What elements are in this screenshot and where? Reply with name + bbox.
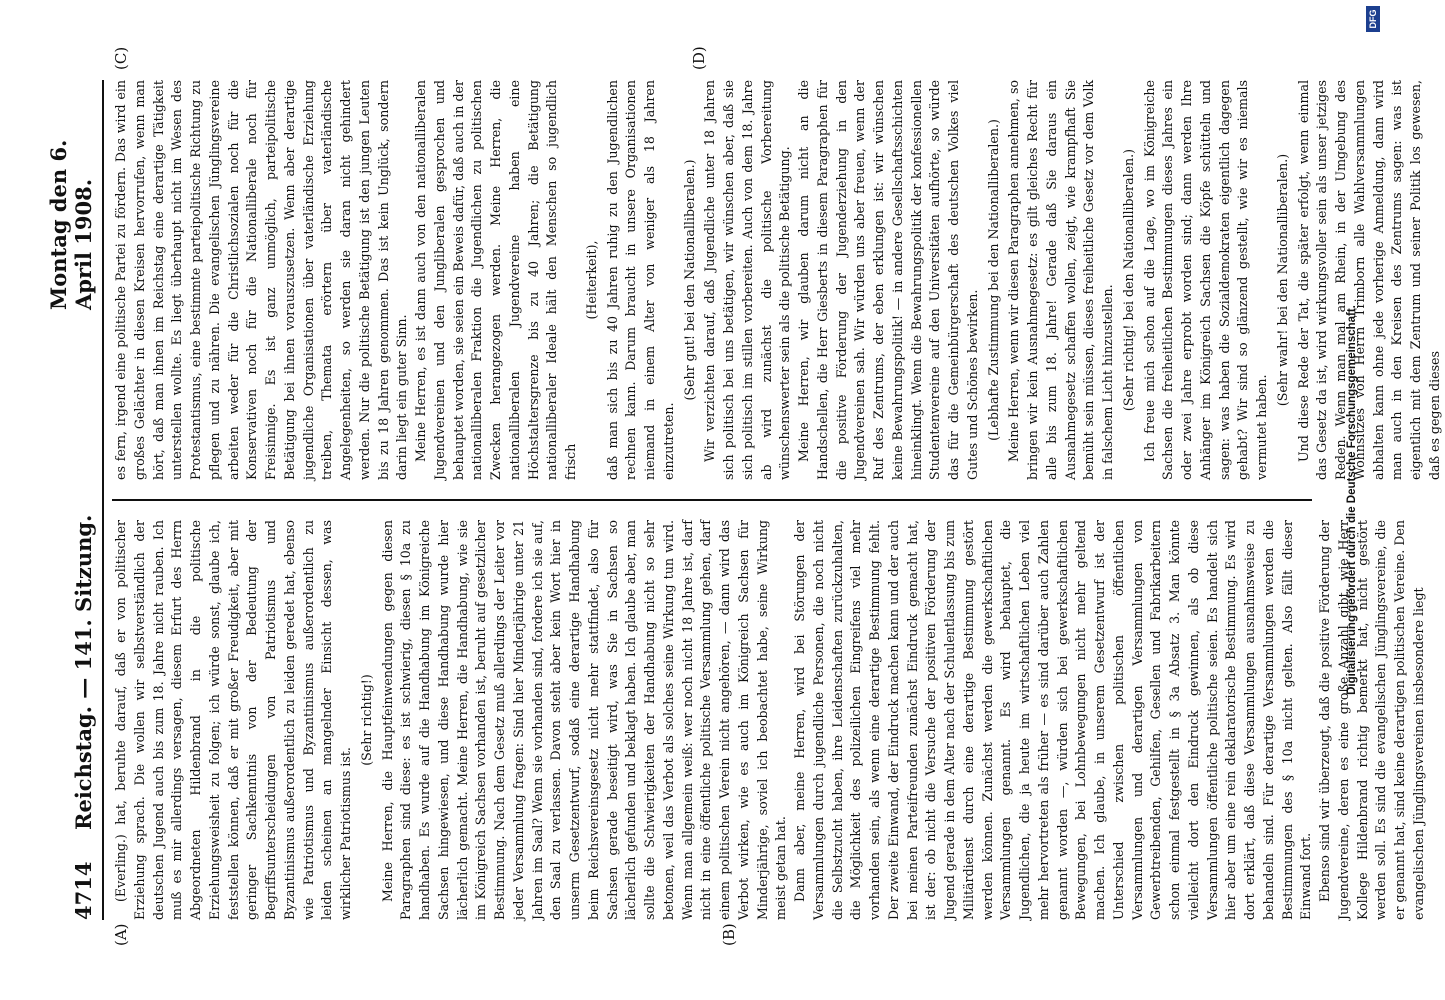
interjection: (Heiterkeit),	[583, 240, 599, 320]
margin-marker-b: (B)	[720, 923, 738, 946]
interjection: (Sehr richtig! bei den Nationalliberalen.)	[1120, 148, 1136, 412]
left-text-column	[112, 520, 1426, 920]
interjection: (Lebhafte Zustimmung bei den Nationalliberalen.)	[985, 119, 1001, 441]
paragraph: Meine Herren, wir glauben darum nicht an die Handschellen, die Herr Giesberts in diesem Paragraphen für die positive Förderung der Jugenderziehung in den Jugendvereinen sah. Wir würden uns aber freuen, wenn der Ruf des Zentrums, der eben erklungen ist: wir wünschen keine Bewahrungspolitik! — in andere Gesellschaftsschichten hineinklingt. Wenn die Bewahrungspolitik der konfessionellen Studentenvereine auf den Universitäten aufhörte, so würde das für die Gemeinbürgerschaft des deutschen Volkes viel Gutes und Schönes bewirken.	[796, 80, 980, 480]
paragraph: es fern, irgend eine politische Partei zu fördern. Das wird ein großes Gelächter in diesen Kreisen hervorrufen, wenn man hört, daß man ihnen im Reichstag eine derartige Tätigkeit unterstellen wollte. Es liegt überhaupt nicht im Wesen des Protestantismus, eine bestimmte parteipolitische Richtung zu pflegen und zu nähren. Die evangelischen Jünglingsvereine arbeiten weder für die Christlichsozialen noch für die Konservativen noch für die Nationalliberale noch für Freisinnige. Es ist ganz unmöglich, parteipolitische Betätigung bei ihnen vorauszusetzen. Wenn aber derartige jugendliche Organisationen über vaterländische Erziehung treiben, Themata erörtern über vaterländische Angelegenheiten, so werden sie daran nicht gehindert werden. Nur die politische Betätigung ist den jungen Leuten bis zu 18 Jahren genommen. Das ist kein Unglück, sondern darin liegt ein guter Sinn.	[113, 80, 410, 480]
margin-marker-d: (D)	[690, 46, 708, 70]
paragraph: Und diese Rede der Tat, die später erfolgt, wenn einmal das Gesetz da ist, wird wirkungsvoller sein als unser jetziges Reden. Wenn man mal am Rhein, in der Umgebung des Wohnsitzes von Herrn Trimborn alle Wahlversammlungen abhalten kann ohne jede vorherige Anmeldung, dann wird man auch in den Kreisen des Zentrums sagen: was ist eigentlich mit dem Zentrum und seiner Politik los gewesen, daß es gegen dieses	[1295, 80, 1442, 480]
interjection: (Sehr wahr! bei den Nationalliberalen.)	[1274, 153, 1290, 407]
interjection: (Sehr gut! bei den Nationalliberalen.)	[681, 159, 697, 401]
header-left-title: Reichstag. — 141. Sitzung.	[71, 514, 96, 830]
margin-marker-a: (A)	[112, 923, 130, 946]
interjection: (Sehr richtig!)	[358, 674, 374, 766]
paragraph: Dann aber, meine Herren, wird bei Störungen der Versammlungen durch jugendliche Personen, die noch nicht die Selbstzucht haben, ihre Leidenschaften zurückzuhalten, die Möglichkeit des polizeilichen Eingreifens viel mehr vorhanden sein, als wenn eine derartige Bestimmung fehlt. Der zweite Einwand, der Eindruck machen kann und der auch bei meinen Parteifreunden zunächst Eindruck gemacht hat, ist der: ob nicht die Versuche der positiven Förderung der Jugend gerade in dem Alter nach der Schulentlassung bis zum Militärdienst durch eine derartige Bestimmung gestört werden können. Zunächst werden die gewerkschaftlichen Versammlungen genannt. Es wird behauptet, die Jugendlichen, die ja heute im wirtschaftlichen Leben viel mehr hervortreten als früher — es sind darüber auch Zahlen genannt worden —, würden sich bei gewerkschaftlichen Bewegungen, bei Lohnbewegungen nicht mehr geltend machen. Ich glaube, in unserem Gesetzentwurf ist der Unterschied zwischen politischen öffentlichen Versammlungen und derartigen Versammlungen von Gewerbtreibenden, Gehilfen, Gesellen und Fabrikarbeitern schon einmal festgestellt in § 3a Absatz 3. Man könnte vielleicht dort den Eindruck gewinnen, als ob diese Versammlungen öffentliche politische seien. Es handelt sich hier aber um eine rein deklaratorische Bestimmung. Es wird dort erklärt, daß diese Versammlungen ausnahmsweise zu behandeln sind. Für derartige Versammlungen werden die Bestimmungen des § 10a nicht gelten. Also fällt dieser Einwand fort.	[792, 520, 1314, 920]
digitization-credit: Digitalisierung gefördert durch die Deutsche Forschungsgemeinschaft.	[1346, 305, 1358, 695]
page-header	[46, 80, 104, 920]
right-text-column	[112, 80, 1442, 480]
paragraph: Meine Herren, wenn wir diesen Paragraphen annehmen, so bringen wir kein Ausnahmegesetz: es gilt gleiches Recht für alle bis zum 18. Jahre! Gerade daß Sie daraus ein Ausnahmegesetz schaffen wollen, zeigt, wie krampfhaft Sie bemüht sein müssen, dieses freiheitliche Gesetz vor dem Volk in falschem Licht hinzustellen.	[1006, 80, 1115, 480]
paragraph: Meine Herren, die Hauptfeinwendungen gegen diesen Paragraphen sind diese: es ist schwierig, diesen § 10a zu handhaben. Es wurde auf die Handhabung im Königreiche Sachsen hingewiesen, und diese Handhabung wurde hier lächerlich gemacht. Meine Herren, die Handhabung, wie sie im Königreich Sachsen vorhanden ist, beruht auf gesetzlicher Bestimmung. Nach dem Gesetz muß allerdings der Leiter vor jeder Versammlung fragen: Sind hier Minderjährige unter 21 Jahren im Saal? Wenn sie vorhanden sind, fordere ich sie auf, den Saal zu verlassen. Davon steht aber kein Wort hier in unserm Gesetzentwurf, sodaß eine derartige Handhabung beim Reichsvereinsgesetz nicht mehr stattfindet, also für Sachsen gerade beseitigt wird, was Sie in Sachsen so lächerlich gefunden und beklagt haben. Ich glaube aber, man sollte die Schwierigkeiten der Handhabung nicht so sehr betonen, weil das Verbot als solches seine Wirkung tun wird. Wenn man allgemein weiß: wer noch nicht 18 Jahre ist, darf nicht in eine öffentliche politische Versammlung gehen, darf einem politischen Verein nicht angehören, — dann wird das Verbot wirken, wie es auch im Königreich Sachsen für Minderjährige, soviel ich beobachtet habe, seine Wirkung meist getan hat.	[379, 520, 789, 920]
margin-marker-c: (C)	[112, 46, 130, 70]
header-right-title: Montag den 6. April 1908.	[46, 139, 96, 310]
page-number: 4714	[71, 861, 96, 920]
paragraph: Ich freue mich schon auf die Lage, wo im Königreiche Sachsen die freiheitlichen Bestimmungen dieses Jahres ein oder zwei Jahre erprobt worden sind; dann werden Ihre Anhänger im Königreich Sachsen die Köpfe schütteln und sagen: was haben die Sozialdemokraten eigentlich dagegen gehabt? Wir sind so glänzend gestellt, wie wir es niemals vermutet haben.	[1141, 80, 1269, 480]
paragraph: (Everling.) hat, beruhte darauf, daß er von politischer Erziehung sprach. Die wollen wir selbstverständlich der deutschen Jugend auch bis zum 18. Jahre nicht rauben. Ich muß es mir allerdings versagen, diesem Erfurt des Herrn Abgeordneten Hildenbrand in die politische Erziehungsweisheit zu folgen; ich würde sonst, glaube ich, feststellen können, daß er mit großer Freudigkeit, aber mit geringer Sachkenntnis von der Bedeutung der Begriffsunterscheidungen von Patriotismus und Byzantinismus außerordentlich zu leiden geredet hat, ebenso wie Patriotismus und Byzantinismus außerordentlich zu leiden scheinen an mangelnder Einsicht dessen, was wirklicher Patriotismus ist.	[113, 520, 353, 920]
paragraph: Wir verzichten darauf, daß Jugendliche unter 18 Jahren sich politisch bei uns betätigen, wir wünschen aber, daß sie sich politisch im stillen vorbereiten. Auch von dem 18. Jahre ab wird zunächst die politische Vorbereitung wünschenswerter sein als die politische Betätigung.	[702, 80, 793, 480]
dfg-logo: DFG	[1366, 6, 1380, 32]
column-divider	[112, 499, 1312, 501]
paragraph: Meine Herren, es ist dann auch von den nationalliberalen Jugendvereinen und den Jungliberalen gesprochen und behauptet worden, sie seien ein Beweis dafür, daß auch in der nationalliberalen Fraktion die Jugendlichen zu politischen Zwecken herangezogen werden. Meine Herren, die nationalliberalen Jugendvereine haben eine Höchstaltersgrenze bis zu 40 Jahren; die Betätigung nationalliberaler Ideale hält den Menschen so jugendlich frisch	[413, 80, 578, 480]
paragraph: Ebenso sind wir überzeugt, daß die positive Förderung der Jugendvereine, deren es eine große Anzahl gibt, wie Herr Kollege Hildenbrand richtig bemerkt hat, nicht gestört werden soll. Es sind die evangelischen Jünglingsvereine, die er genannt hat, sind keine derartigen politischen Vereine. Den evangelischen Jünglingsvereinen insbesondere liegt	[1317, 520, 1426, 920]
paragraph: daß man sich bis zu 40 Jahren ruhig zu den Jugendlichen rechnen kann. Darum braucht in unsere Organisationen niemand in einem Alter von weniger als 18 Jahren einzutreten.	[604, 80, 676, 480]
